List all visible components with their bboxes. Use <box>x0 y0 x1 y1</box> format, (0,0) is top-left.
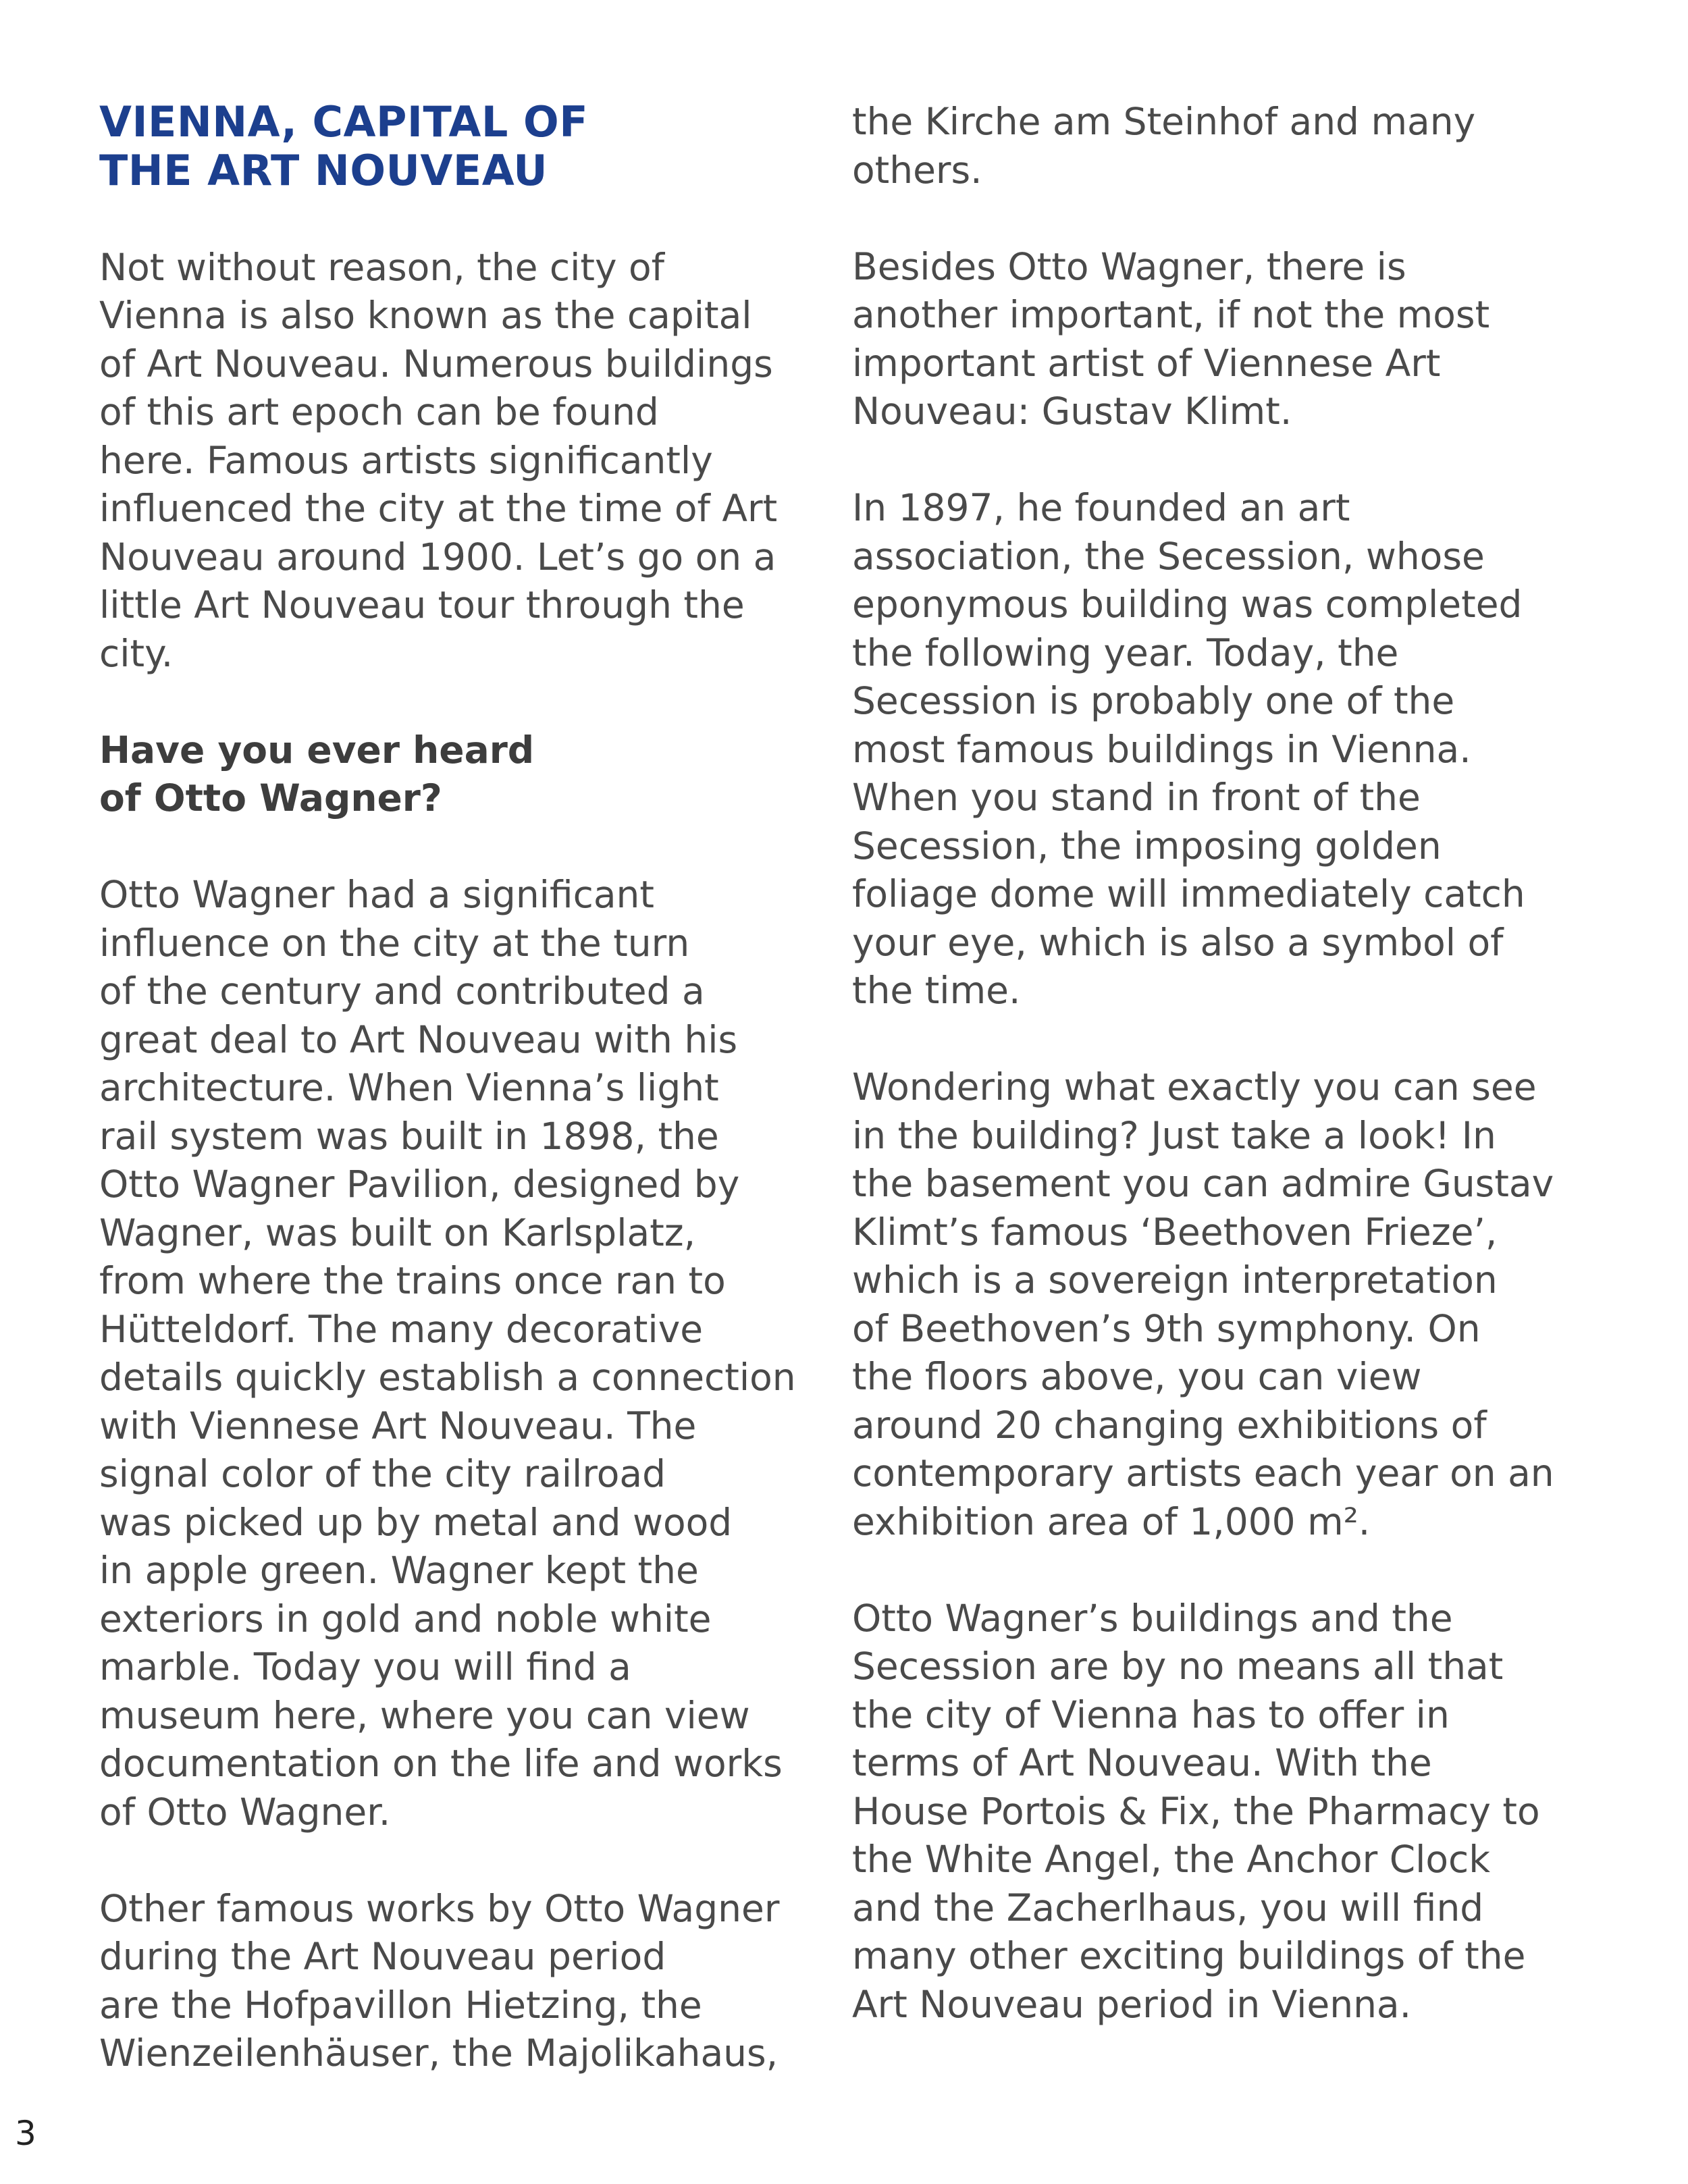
spacer <box>99 823 855 872</box>
secession-paragraph: In 1897, he founded an art association, the Secession, whose eponymous building was completed the following year. Today, the Secession is probably one of the most famous buildings in Vienna. When you stand in front of the Secession, the imposing golden foliage dome will immediately catch your eye, which is also a symbol of the time. <box>852 486 1525 1012</box>
spacer <box>852 1546 1608 1595</box>
right-column <box>852 98 1608 2029</box>
title-line-2: THE ART NOUVEAU <box>99 146 548 195</box>
spacer <box>99 678 855 726</box>
closing-paragraph: Otto Wagner’s buildings and the Secession are by no means all that the city of Vienna has to offer in terms of Art Nouveau. With the House Portois & Fix, the Pharmacy to the White Angel, the Anchor Clock and the Zacherlhaus, you will find many other exciting buildings of the Art Nouveau period in Vienna. <box>852 1596 1540 2026</box>
spacer <box>852 1015 1608 1064</box>
klimt-paragraph: Besides Otto Wagner, there is another important, if not the most important artist of Viennese Art Nouveau: Gustav Klimt. <box>852 244 1490 433</box>
otto-wagner-paragraph: Otto Wagner had a significant influence on the city at the turn of the century and contributed a great deal to Art Nouveau with his architecture. When Vienna’s light rail system was built in 1898, the Otto Wagner Pavilion, designed by Wagner, was built on Karlsplatz, from where the trains once ran to Hütteldorf. The many decorative details quickly establish a connection with Viennese Art Nouveau. The signal color of the city railroad was picked up by metal and wood in apple green. Wagner kept the exteriors in gold and noble white marble. Today you will find a museum here, where you can view documentation on the life and works of Otto Wagner. <box>99 873 796 1834</box>
left-column <box>99 98 855 2078</box>
other-works-paragraph: Other famous works by Otto Wagner during the Art Nouveau period are the Hofpavillon Hietzing, the Wienzeilenhäuser, the Majolikahaus, <box>99 1886 780 2075</box>
spacer <box>852 436 1608 485</box>
other-works-continued-paragraph: the Kirche am Steinhof and many others. <box>852 100 1476 192</box>
spacer <box>852 194 1608 243</box>
beethoven-frieze-paragraph: Wondering what exactly you can see in the building? Just take a look! In the basement you can admire Gustav Klimt’s famous ‘Beethoven Frieze’, which is a sovereign interpretation of Beethoven’s 9th symphony. On the floors above, you can view around 20 changing exhibitions of contemporary artists each year on an exhibition area of 1,000 m². <box>852 1065 1554 1543</box>
spacer <box>99 195 855 244</box>
page-number: 3 <box>15 2114 36 2153</box>
intro-paragraph: Not without reason, the city of Vienna is also known as the capital of Art Nouveau. Numerous buildings of this art epoch can be found here. Famous artists significantly influenced the city at the time of Art Nouveau around 1900. Let’s go on a little Art Nouveau tour through the city. <box>99 245 778 675</box>
title-line-1: VIENNA, CAPITAL OF <box>99 97 589 147</box>
spacer <box>99 1836 855 1885</box>
section-subheading: Have you ever heard of Otto Wagner? <box>99 728 535 820</box>
page-title <box>99 98 855 195</box>
